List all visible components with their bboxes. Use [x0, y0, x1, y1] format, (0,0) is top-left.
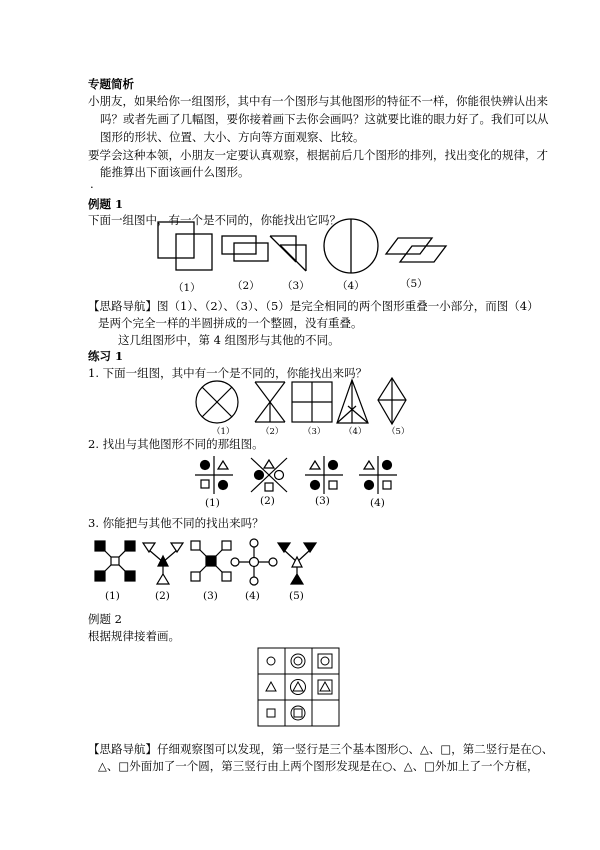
- intro-line: 吗？或者先画了几幅图，要你接着画下去你会画吗？这就要比谁的眼力好了。我们可以从: [100, 112, 549, 126]
- practice1-q3: 3. 你能把与其他不同的找出来吗？: [88, 516, 264, 530]
- example2-heading: 例题 2: [88, 612, 122, 626]
- intro-line: 小朋友，如果给你一组图形，其中有一个图形与其他图形的特征不一样，你能很快辨认出来: [88, 94, 548, 108]
- q3-label: (4): [245, 590, 260, 602]
- example1-guide: 【思路导航】图（1）、（2）、（3）、（5）是完全相同的两个图形重叠一小部分，而图（4）: [88, 299, 539, 313]
- example1-label: （5）: [400, 278, 428, 290]
- example1-question: 下面一组图中，有一个是不同的，你能找出它吗？: [88, 213, 341, 227]
- example1-guide: 是两个完全一样的半圆拼成的一个整圆，没有重叠。: [98, 316, 363, 330]
- q2-label: (2): [260, 495, 275, 507]
- practice1-q1: 1. 下面一组图，其中有一个是不同的，你能找出来吗？: [88, 366, 368, 380]
- example1-label: （1）: [173, 282, 201, 294]
- q1-label: （5）: [387, 427, 410, 437]
- q3-label: (2): [155, 590, 170, 602]
- practice1-q2: 2. 找出与其他图形不同的那组图。: [88, 437, 264, 451]
- q2-label: (1): [205, 497, 220, 509]
- q1-label: （4）: [344, 427, 367, 437]
- q1-label: （2）: [261, 427, 284, 437]
- example1-label: （4）: [337, 280, 365, 292]
- row1-shapes: [267, 654, 332, 668]
- intro-line: 要学会这种本领，小朋友一定要认真观察，根据前后几个图形的排列，找出变化的规律，才: [88, 148, 548, 162]
- q2-label: (3): [315, 495, 330, 507]
- example1-conclusion: 这几组图形中，第 4 组图形与其他的不同。: [118, 333, 340, 347]
- intro-line: 能推算出下面该画什么图形。: [100, 165, 250, 179]
- example1-label: （3）: [282, 280, 310, 292]
- q3-label: (3): [203, 590, 218, 602]
- example2-guide: △、□外面加了一个圆，第三竖行由上两个图形发现是在○、△、□外加上了一个方框，: [98, 759, 539, 773]
- stray-dot: .: [90, 177, 94, 191]
- q1-label: （1）: [212, 427, 235, 437]
- row3-shapes: [267, 706, 305, 720]
- example1-heading: 例题 1: [88, 197, 124, 211]
- row2-shapes: [266, 680, 332, 695]
- intro-heading: 专题简析: [88, 77, 134, 91]
- q1-label: （3）: [303, 427, 326, 437]
- grid-frame: [258, 648, 339, 726]
- example1-label: （2）: [232, 280, 260, 292]
- practice1-heading: 练习 1: [88, 349, 124, 363]
- intro-line: 图形的形状、位置、大小、方向等方面观察、比较。: [100, 130, 365, 144]
- example2-guide: 【思路导航】仔细观察图可以发现，第一竖行是三个基本图形○、△、□，第二竖行是在○、: [88, 742, 554, 756]
- q3-label: (1): [105, 590, 120, 602]
- q3-label: (5): [289, 590, 304, 602]
- q2-label: (4): [370, 497, 385, 509]
- example2-question: 根据规律接着画。: [88, 629, 180, 643]
